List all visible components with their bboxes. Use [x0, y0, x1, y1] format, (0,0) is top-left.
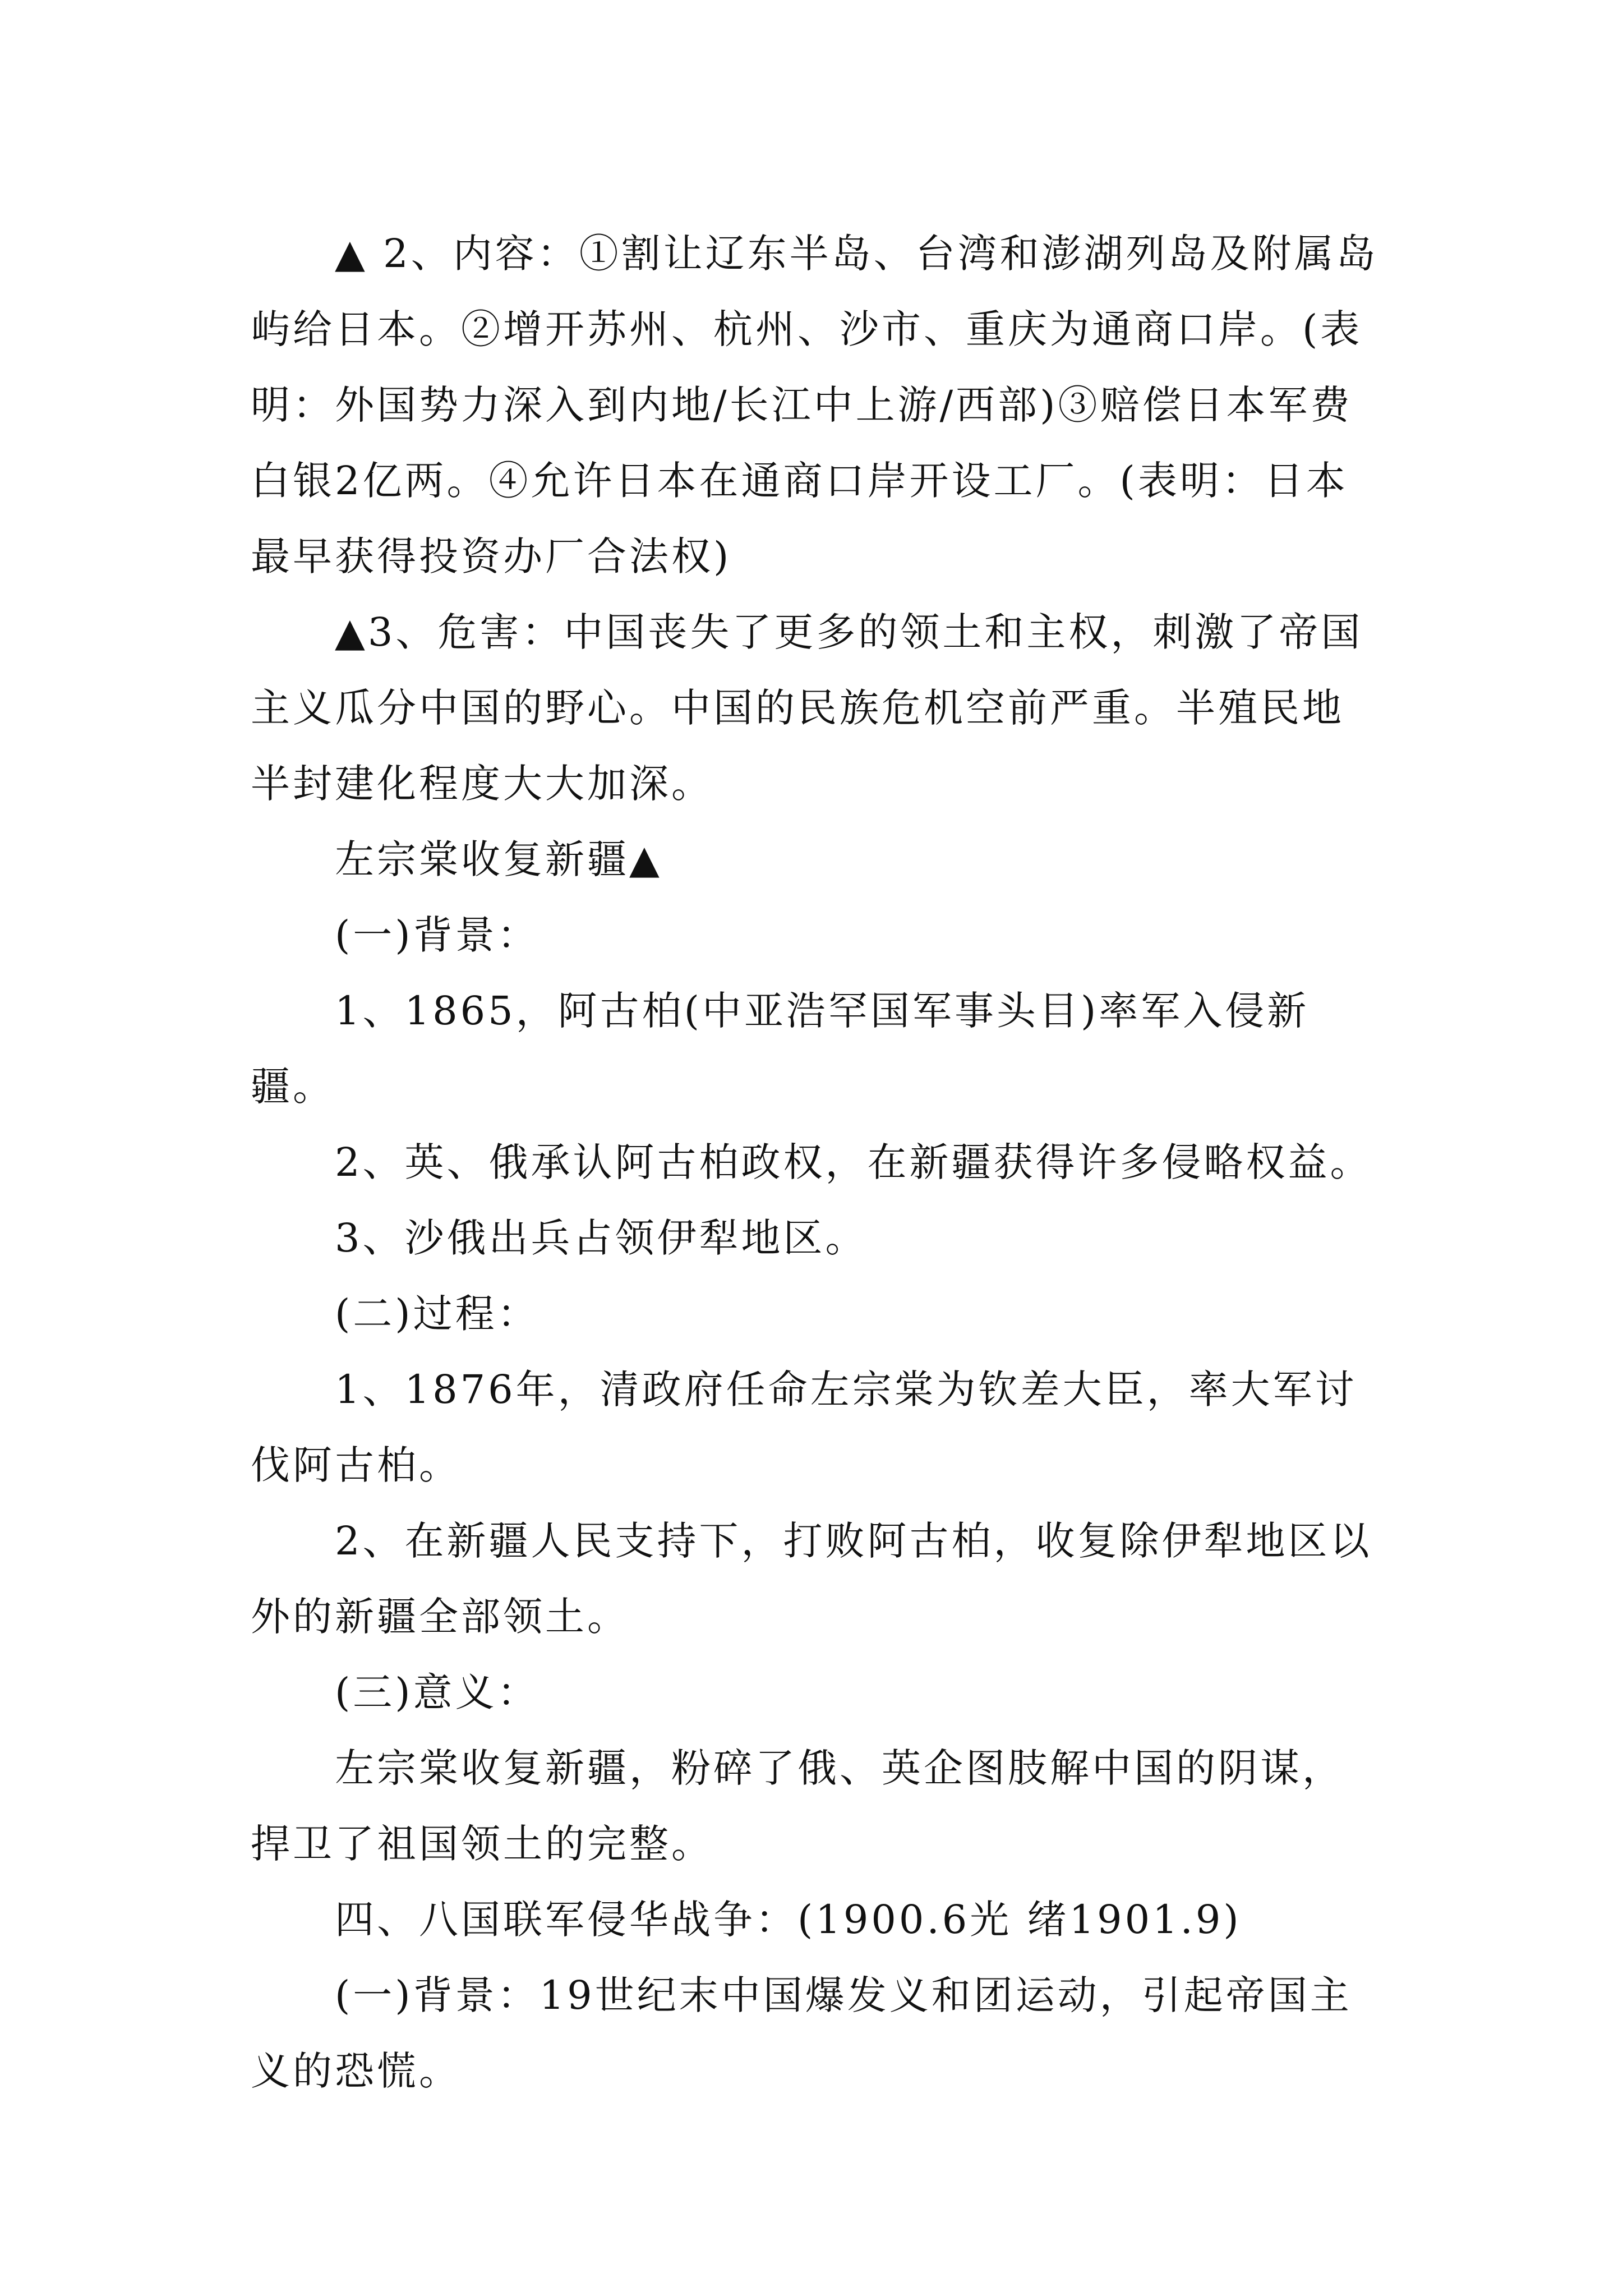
- list-item-process-1: 1、1876年，清政府任命左宗棠为钦差大臣，率大军讨伐阿古柏。: [251, 1366, 1357, 1488]
- list-item-background-2: 2、英、俄承认阿古柏政权，在新疆获得许多侵略权益。: [335, 1139, 1372, 1185]
- subheading-significance: (三)意义：: [335, 1669, 540, 1715]
- list-item-background-1: 1、1865，阿古柏(中亚浩罕国军事头目)率军入侵新疆。: [251, 988, 1310, 1110]
- paragraph-significance: 左宗棠收复新疆，粉碎了俄、英企图肢解中国的阴谋，捍卫了祖国领土的完整。: [251, 1745, 1344, 1867]
- section-heading-eight-nation-alliance: 四、八国联军侵华战争：(1900.6光 绪1901.9): [335, 1897, 1242, 1943]
- subheading-process: (二)过程：: [335, 1291, 540, 1337]
- document-body: [251, 216, 1384, 2109]
- list-item-process-2: 2、在新疆人民支持下，打败阿古柏，收复除伊犁地区以外的新疆全部领土。: [251, 1518, 1372, 1640]
- list-item-background-3: 3、沙俄出兵占领伊犁地区。: [335, 1215, 868, 1261]
- section-heading-zuo-zongtang: 左宗棠收复新疆▲: [335, 836, 662, 882]
- subheading-background: (一)背景：: [335, 912, 540, 958]
- paragraph-treaty-harm: ▲3、危害：中国丧失了更多的领土和主权，刺激了帝国主义瓜分中国的野心。中国的民族危机空前严重。半殖民地半封建化程度大大加深。: [251, 609, 1363, 807]
- paragraph-eight-nation-background: (一)背景：19世纪末中国爆发义和团运动，引起帝国主义的恐慌。: [251, 1972, 1352, 2094]
- paragraph-treaty-content: ▲ 2、内容：①割让辽东半岛、台湾和澎湖列岛及附属岛屿给日本。②增开苏州、杭州、沙市、重庆为通商口岸。(表明：外国势力深入到内地/长江中上游/西部)③赔偿日本军费白银2亿两。④允许日本在通商口岸开设工厂。(表明：日本最早获得投资办厂合法权): [251, 231, 1378, 579]
